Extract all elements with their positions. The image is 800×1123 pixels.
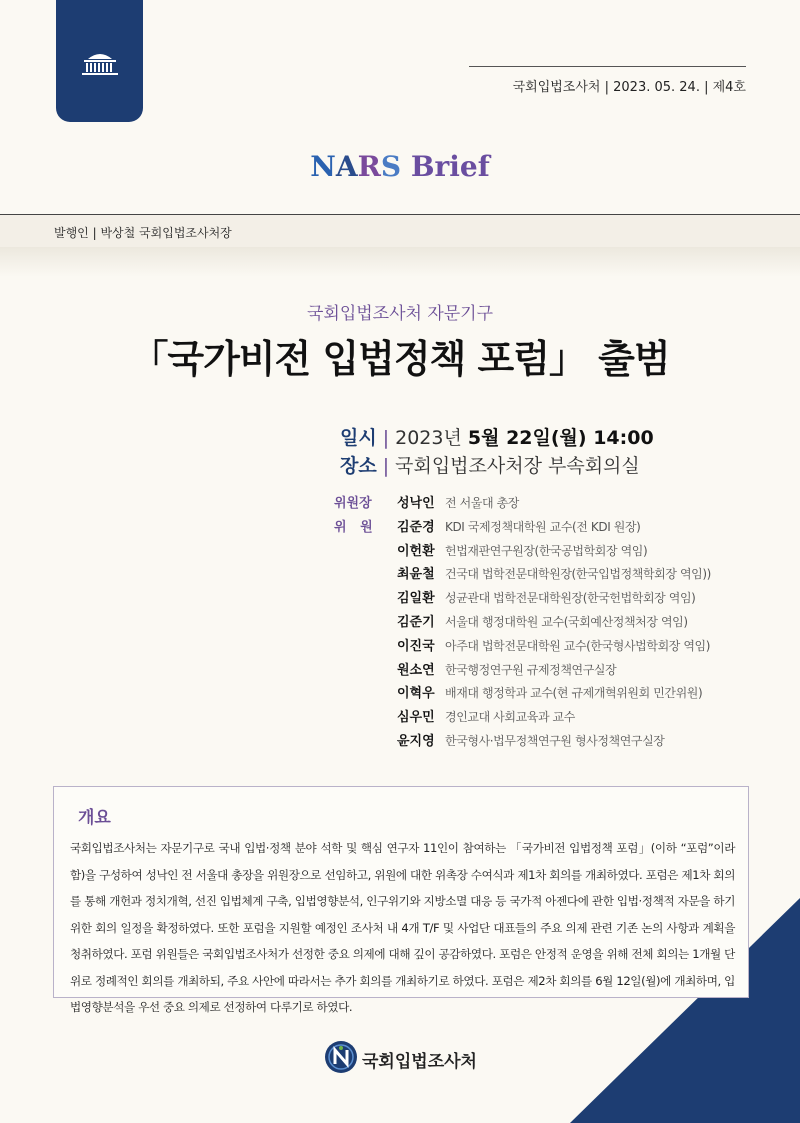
- footer-org-name: 국회입법조사처: [362, 1052, 477, 1072]
- member-row: 김준기 서울대 행정대학원 교수(국회예산정책처장 역임): [397, 614, 688, 630]
- event-date-prefix: 2023년: [395, 427, 468, 449]
- event-date-label: 일시: [340, 427, 377, 449]
- overview-text: 국회입법조사처는 자문기구로 국내 입법·정책 분야 석학 및 핵심 연구자 11인이 참여하는 「국가비전 입법정책 포럼」(이하 “포럼”이라 함)을 구성하여 성낙인 전 서울대 총장을 위원장으로 선임하고, 위원에 대한 위촉장 수여식과 제1차 회의를 개최하였다. 포럼은 제1차 회의를 통해 개헌과 정치개혁, 선진 입법체계 구축, 입법영향분석, 인구위기와 지방소멸 대응 등 국가적 아젠다에 관한 입법·정책적 자문을 하기 위한 회의 일정을 확정하였다. 또한 포럼을 지원할 예정인 조사처 내 4개 T/F 및 사업단 대표들의 주요 의제 관련 기존 논의 사항과 계획을 청취하였다. 포럼 위원들은 국회입법조사처가 선정한 중요 의제에 대해 깊이 공감하였다. 포럼은 안정적 운영을 위해 전체 회의는 1개월 단위로 정례적인 회의를 개최하되, 주요 사안에 따라서는 추가 회의를 개최하기로 하였다. 포럼은 제2차 회의를 6월 12일(월)에 개최하며, 입법영향분석을 우선 중요 의제로 선정하여 다루기로 하였다.: [70, 841, 735, 1014]
- member-row: 이헌환 헌법재판연구원장(한국공법학회장 역임): [397, 543, 648, 559]
- member-row: 윤지영 한국형사·법무정책연구원 형사정책연구실장: [397, 733, 665, 749]
- overview-box: [53, 786, 749, 1014]
- publisher-info: 발행인 | 박상철 국회입법조사처장: [54, 226, 232, 240]
- issue-info: 국회입법조사처 | 2023. 05. 24. | 제4호: [512, 80, 746, 95]
- nars-emblem-icon: [324, 1040, 358, 1074]
- event-place-row: 장소 | 국회입법조사처장 부속회의실: [340, 455, 640, 477]
- member-row: 김일환 성균관대 법학전문대학원장(한국헌법학회장 역임): [397, 591, 696, 607]
- headline-title: 「국가비전 입법정책 포럼」 출범: [130, 337, 670, 381]
- member-row: 최윤철 건국대 법학전문대학원장(한국입법정책학회장 역임)): [397, 567, 711, 583]
- overview-title: 개요: [78, 808, 111, 828]
- member-row: 이진국 아주대 법학전문대학원 교수(한국형사법학회장 역임): [397, 638, 711, 654]
- event-date-row: 일시 | 2023년 5월 22일(월) 14:00: [340, 427, 654, 449]
- member-row: 이혁우 배재대 행정학과 교수(현 규제개혁위원회 민간위원): [397, 686, 703, 702]
- member-row: 위원장 성낙인 전 서울대 총장: [334, 496, 519, 511]
- nars-brief-logo: NARS Brief: [310, 150, 490, 183]
- event-place-label: 장소: [340, 455, 377, 477]
- issue-divider: [469, 66, 746, 67]
- event-date-value: 5월 22일(월) 14:00: [467, 427, 654, 449]
- national-assembly-building-icon: [80, 50, 120, 76]
- event-place-value: 국회입법조사처장 부속회의실: [395, 455, 640, 477]
- header-logo-tab: [56, 0, 143, 122]
- event-info: [340, 424, 654, 480]
- member-row: 원소연 한국행정연구원 규제정책연구실장: [397, 662, 617, 678]
- member-row: 심우민 경인교대 사회교육과 교수: [397, 710, 575, 726]
- headline-subtitle: 국회입법조사처 자문기구: [306, 304, 494, 324]
- member-row: 위 원 김준경 KDI 국제정책대학원 교수(전 KDI 원장): [334, 519, 641, 535]
- member-list: [334, 491, 711, 753]
- header-shadow: [0, 247, 800, 277]
